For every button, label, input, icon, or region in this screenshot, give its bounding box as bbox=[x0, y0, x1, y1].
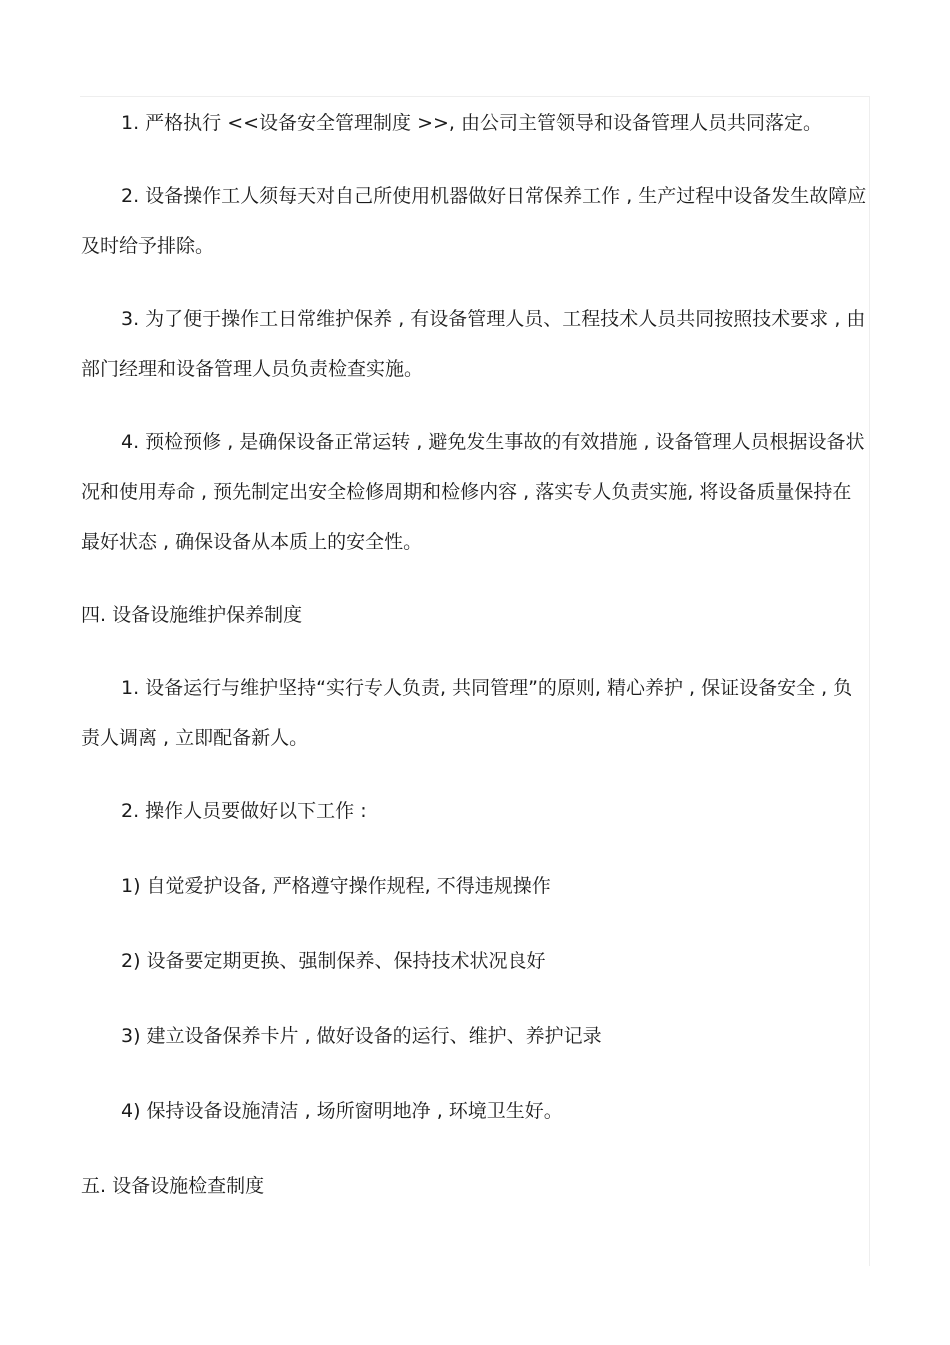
list-item-1: 1) 自觉爱护设备, 严格遵守操作规程, 不得违规操作 bbox=[121, 875, 551, 897]
paragraph-3-1: 1. 严格执行 <<设备安全管理制度 >>, 由公司主管领导和设备管理人员共同落定。 bbox=[121, 112, 823, 134]
paragraph-3-4: 4. 预检预修 , 是确保设备正常运转 , 避免发生事故的有效措施 , 设备管理人员根据设备状况和使用寿命 , 预先制定出安全检修周期和检修内容 , 落实专人负责实施, 将设备质量保持在最好状态 , 确保设备从本质上的安全性。 bbox=[81, 431, 865, 553]
paragraph-3-3: 3. 为了便于操作工日常维护保养 , 有设备管理人员、工程技术人员共同按照技术要求 , 由部门经理和设备管理人员负责检查实施。 bbox=[81, 308, 866, 380]
section-heading-5: 五. 设备设施检查制度 bbox=[81, 1175, 265, 1197]
list-item-3: 3) 建立设备保养卡片 , 做好设备的运行、维护、养护记录 bbox=[121, 1025, 602, 1047]
paragraph-4-1: 1. 设备运行与维护坚持“实行专人负责, 共同管理”的原则, 精心养护 , 保证设备安全 , 负责人调离 , 立即配备新人。 bbox=[81, 677, 853, 749]
paragraph-3-2: 2. 设备操作工人须每天对自己所使用机器做好日常保养工作 , 生产过程中设备发生故障应及时给予排除。 bbox=[81, 185, 867, 257]
section-heading-4: 四. 设备设施维护保养制度 bbox=[81, 604, 303, 626]
list-item-2: 2) 设备要定期更换、强制保养、保持技术状况良好 bbox=[121, 950, 546, 972]
document-body bbox=[81, 98, 867, 1234]
paragraph-4-2: 2. 操作人员要做好以下工作 : bbox=[121, 800, 367, 822]
list-item-4: 4) 保持设备设施清洁 , 场所窗明地净 , 环境卫生好。 bbox=[121, 1100, 563, 1122]
